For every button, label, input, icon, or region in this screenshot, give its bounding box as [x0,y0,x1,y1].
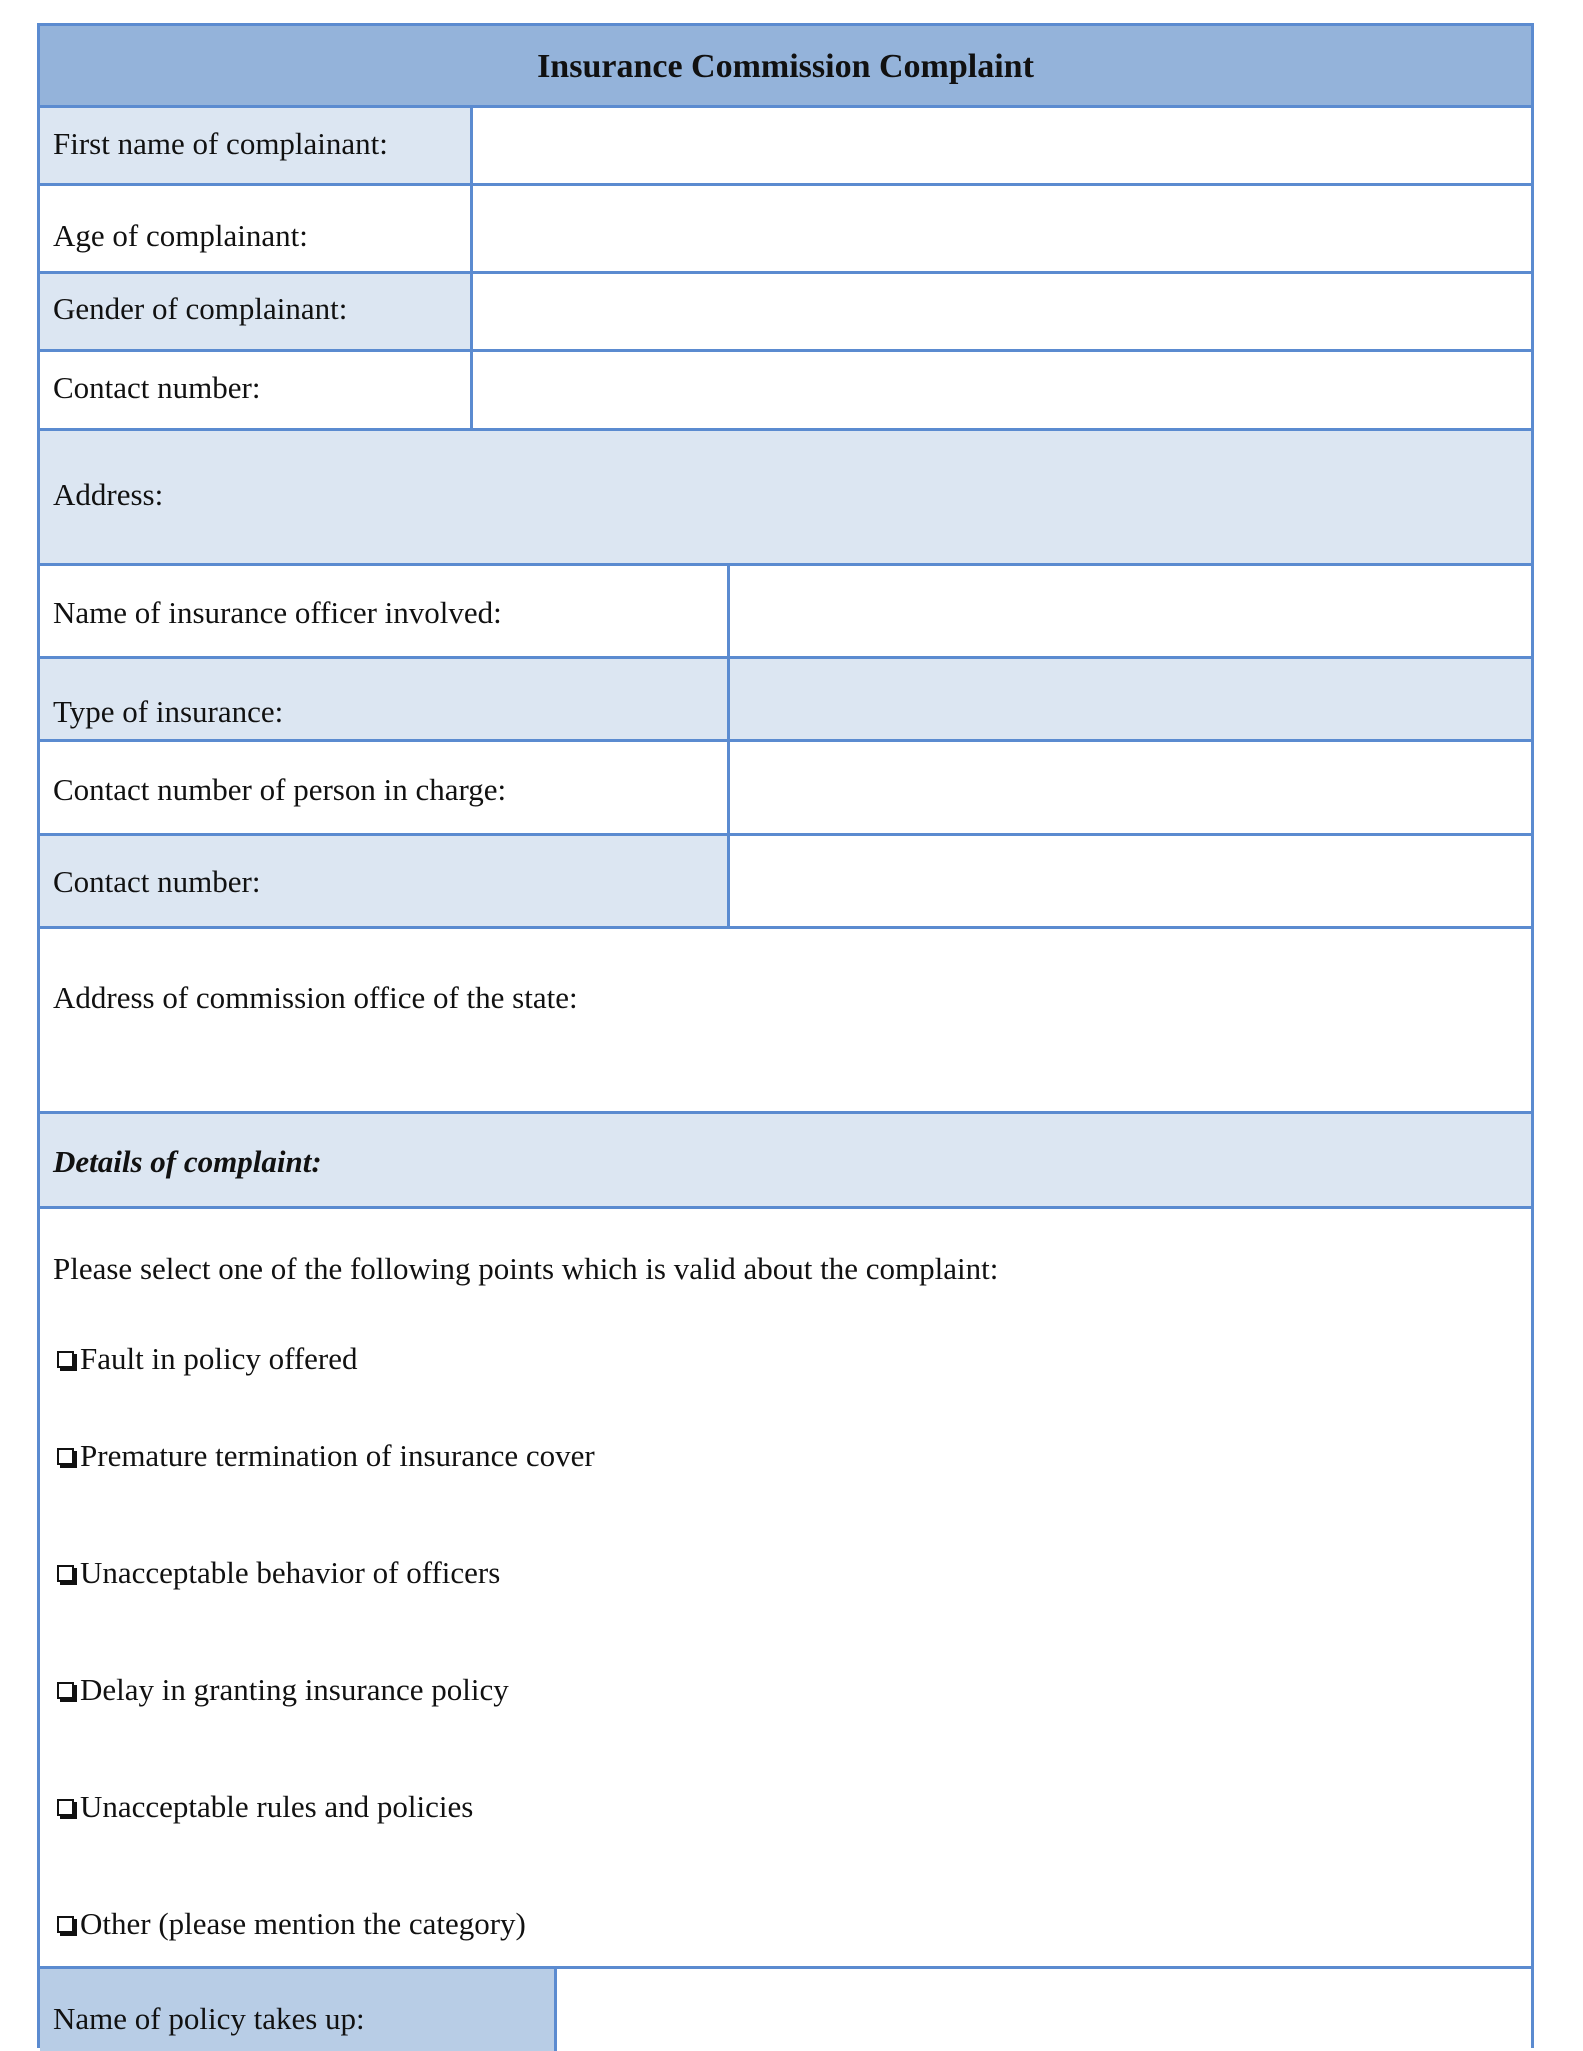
contact-number-2-label: Contact number: [53,864,261,899]
checkbox-icon[interactable] [57,1565,74,1582]
option-label: Unacceptable rules and policies [80,1789,474,1824]
checkbox-icon[interactable] [57,1448,74,1465]
contact-number-row [40,352,1531,431]
officer-name-label-cell [40,566,727,656]
first-name-label: First name of complainant: [53,126,388,161]
officer-name-row [40,566,1531,659]
person-in-charge-label: Contact number of person in charge: [53,772,507,807]
commission-address-label: Address of commission office of the state: [53,980,578,1015]
form-title-row [40,26,1531,108]
insurance-type-label-cell [40,659,727,739]
option-label: Unacceptable behavior of officers [80,1555,501,1590]
option-unacceptable-behavior[interactable] [53,1555,500,1591]
first-name-field[interactable] [470,108,1531,183]
first-name-row [40,108,1531,186]
age-label: Age of complainant: [53,218,308,253]
option-delay-in-granting[interactable] [53,1672,509,1708]
policy-name-field[interactable] [554,1969,1531,2051]
person-in-charge-field[interactable] [727,742,1531,833]
gender-label: Gender of complainant: [53,291,348,326]
gender-field[interactable] [470,274,1531,349]
age-field[interactable] [470,186,1531,271]
insurance-type-field[interactable] [727,659,1531,739]
option-premature-termination[interactable] [53,1438,595,1474]
complaint-form [37,23,1534,2048]
gender-row [40,274,1531,352]
option-label: Fault in policy offered [80,1341,358,1376]
gender-label-cell [40,274,470,349]
policy-name-label: Name of policy takes up: [53,2001,365,2036]
option-fault-in-policy[interactable] [53,1341,358,1377]
option-label: Delay in granting insurance policy [80,1672,509,1707]
details-options-section [40,1209,1531,1969]
contact-number-field[interactable] [470,352,1531,428]
policy-name-row [40,1969,1531,2051]
age-label-cell [40,186,470,271]
age-row [40,186,1531,274]
option-label: Premature termination of insurance cover [80,1438,595,1473]
details-heading: Details of complaint: [53,1144,322,1179]
checkbox-icon[interactable] [57,1799,74,1816]
option-other[interactable] [53,1906,526,1942]
checkbox-icon[interactable] [57,1682,74,1699]
first-name-label-cell [40,108,470,183]
officer-name-label: Name of insurance officer involved: [53,595,502,630]
commission-address-row[interactable] [40,929,1531,1114]
insurance-type-row [40,659,1531,742]
policy-name-label-cell [40,1969,554,2051]
option-label: Other (please mention the category) [80,1906,526,1941]
checkbox-icon[interactable] [57,1916,74,1933]
checkbox-icon[interactable] [57,1351,74,1368]
contact-number-2-label-cell [40,836,727,926]
contact-number-2-row [40,836,1531,929]
contact-number-label-cell [40,352,470,428]
details-heading-row [40,1114,1531,1209]
officer-name-field[interactable] [727,566,1531,656]
insurance-type-label: Type of insurance: [53,694,284,729]
contact-number-label: Contact number: [53,370,261,405]
address-label: Address: [53,477,164,512]
details-instruction: Please select one of the following points which is valid about the complaint: [53,1251,999,1286]
option-unacceptable-rules[interactable] [53,1789,473,1825]
form-title: Insurance Commission Complaint [537,48,1034,85]
person-in-charge-row [40,742,1531,836]
person-in-charge-label-cell [40,742,727,833]
contact-number-2-field[interactable] [727,836,1531,926]
address-row[interactable] [40,431,1531,566]
